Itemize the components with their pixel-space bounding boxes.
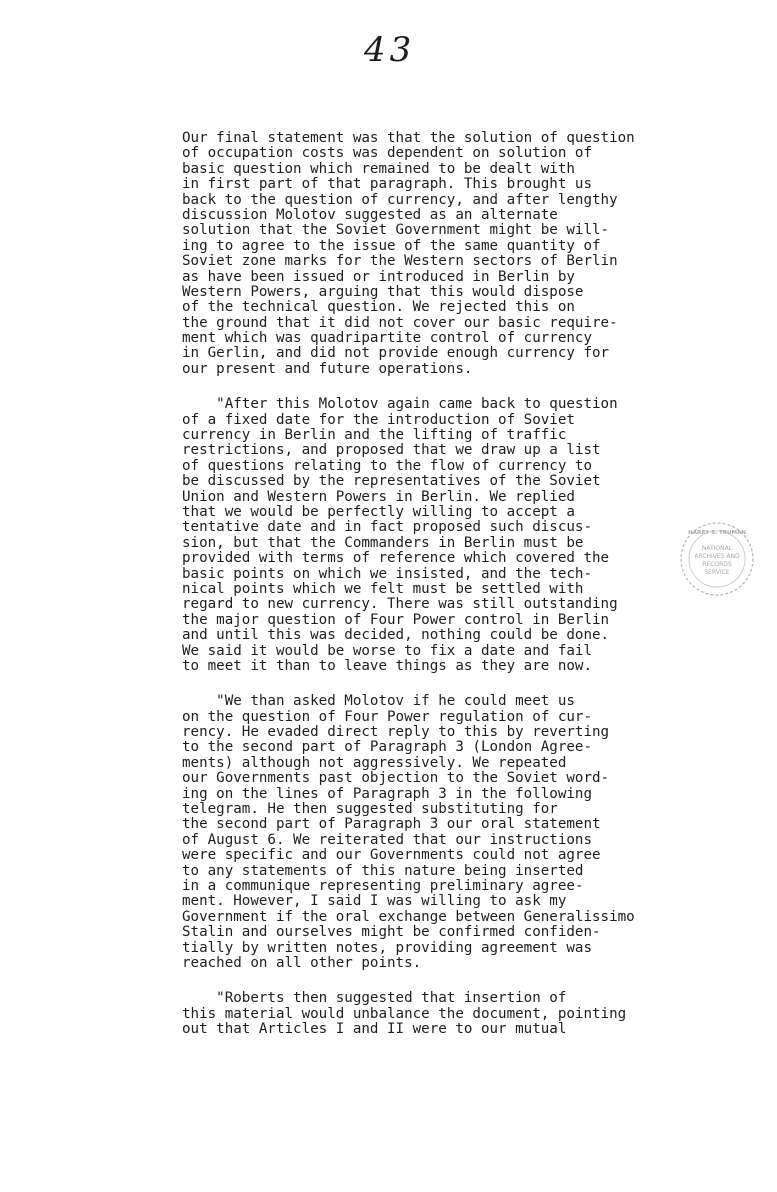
text-line: Our final statement was that the solution of question	[182, 130, 635, 146]
text-line: to any statements of this nature being inserted	[182, 862, 584, 879]
text-line: the second part of Paragraph 3 our oral statement	[182, 816, 601, 833]
text-line: Western Powers, arguing that this would dispose	[182, 283, 584, 300]
stamp-top-text: HARRY S. TRUMAN	[688, 530, 746, 536]
stamp-line: NATIONAL	[701, 545, 733, 552]
text-line: out that Articles I and II were to our mutual	[182, 1021, 567, 1038]
text-line: the ground that it did not cover our basic require-	[182, 314, 618, 331]
text-line: "After this Molotov again came back to question	[182, 396, 618, 413]
page-number-text: 43	[364, 30, 416, 70]
text-line: Soviet zone marks for the Western sectors of Berlin	[182, 253, 618, 270]
text-line: Union and Western Powers in Berlin. We replied	[182, 488, 575, 505]
text-line: of the technical question. We rejected this on	[182, 299, 575, 316]
text-line: restrictions, and proposed that we draw up a list	[182, 442, 601, 459]
text-line: be discussed by the representatives of the Soviet	[182, 473, 601, 490]
text-line: our present and future operations.	[182, 360, 473, 377]
text-line: sion, but that the Commanders in Berlin must be	[182, 534, 584, 551]
text-line: tially by written notes, providing agreement was	[182, 939, 592, 956]
text-line: tentative date and in fact proposed such discus-	[182, 519, 592, 536]
text-line: ment which was quadripartite control of currency	[182, 330, 592, 347]
archive-stamp-seal	[678, 520, 756, 598]
text-line: our Governments past objection to the Soviet word-	[182, 770, 610, 787]
text-line: telegram. He then suggested substituting for	[182, 801, 558, 818]
text-line: of a fixed date for the introduction of Soviet	[182, 411, 575, 428]
text-line: basic question which remained to be dealt with	[182, 160, 575, 177]
paragraph	[182, 991, 702, 1037]
text-line: ments) although not aggressively. We repeated	[182, 754, 567, 771]
text-line: of August 6. We reiterated that our instructions	[182, 831, 592, 848]
stamp-line: RECORDS	[702, 561, 732, 568]
text-line: as have been issued or introduced in Berlin by	[182, 268, 575, 285]
text-line: regard to new currency. There was still outstanding	[182, 596, 618, 613]
text-line: provided with terms of reference which covered the	[182, 550, 610, 567]
text-line: and until this was decided, nothing could be done.	[182, 627, 610, 644]
text-line: ing to agree to the issue of the same quantity of	[182, 237, 601, 254]
text-line: reached on all other points.	[182, 954, 422, 971]
text-line: in first part of that paragraph. This brought us	[182, 176, 592, 193]
text-line: of questions relating to the flow of currency to	[182, 457, 592, 474]
text-line: to meet it than to leave things as they are now.	[182, 657, 592, 674]
text-line: that we would be perfectly willing to accept a	[182, 503, 575, 520]
text-line: discussion Molotov suggested as an alternate	[182, 206, 558, 223]
text-line: in Gerlin, and did not provide enough currency for	[182, 345, 610, 362]
document-body	[182, 131, 702, 1057]
text-line: ing on the lines of Paragraph 3 in the following	[182, 785, 592, 802]
archive-stamp	[678, 520, 756, 598]
text-line: in a communique representing preliminary agree-	[182, 877, 584, 894]
text-line: nical points which we felt must be settled with	[182, 580, 584, 597]
text-line: of occupation costs was dependent on solution of	[182, 145, 592, 162]
text-line: were specific and our Governments could not agree	[182, 847, 601, 864]
text-line: basic points on which we insisted, and the tech-	[182, 565, 592, 582]
text-line: ment. However, I said I was willing to ask my	[182, 893, 567, 910]
text-line: currency in Berlin and the lifting of traffic	[182, 427, 567, 444]
text-line: Stalin and ourselves might be confirmed confiden-	[182, 924, 601, 941]
stamp-line: SERVICE	[704, 569, 730, 576]
text-line: "Roberts then suggested that insertion of	[182, 990, 567, 1007]
stamp-line: ARCHIVES AND	[694, 553, 740, 560]
text-line: "We than asked Molotov if he could meet us	[182, 693, 575, 710]
text-line: rency. He evaded direct reply to this by reverting	[182, 724, 610, 741]
paragraph	[182, 397, 702, 674]
text-line: on the question of Four Power regulation of cur-	[182, 708, 592, 725]
paragraph	[182, 694, 702, 971]
paragraph	[182, 131, 702, 377]
text-line: the major question of Four Power control in Berlin	[182, 611, 610, 628]
text-line: this material would unbalance the document, pointing	[182, 1005, 627, 1022]
text-line: solution that the Soviet Government might be will-	[182, 222, 610, 239]
text-line: Government if the oral exchange between Generalissimo	[182, 908, 635, 925]
text-line: to the second part of Paragraph 3 (London Agree-	[182, 739, 592, 756]
page-number	[364, 30, 415, 70]
text-line: back to the question of currency, and after lengthy	[182, 191, 618, 208]
text-line: We said it would be worse to fix a date and fail	[182, 642, 592, 659]
